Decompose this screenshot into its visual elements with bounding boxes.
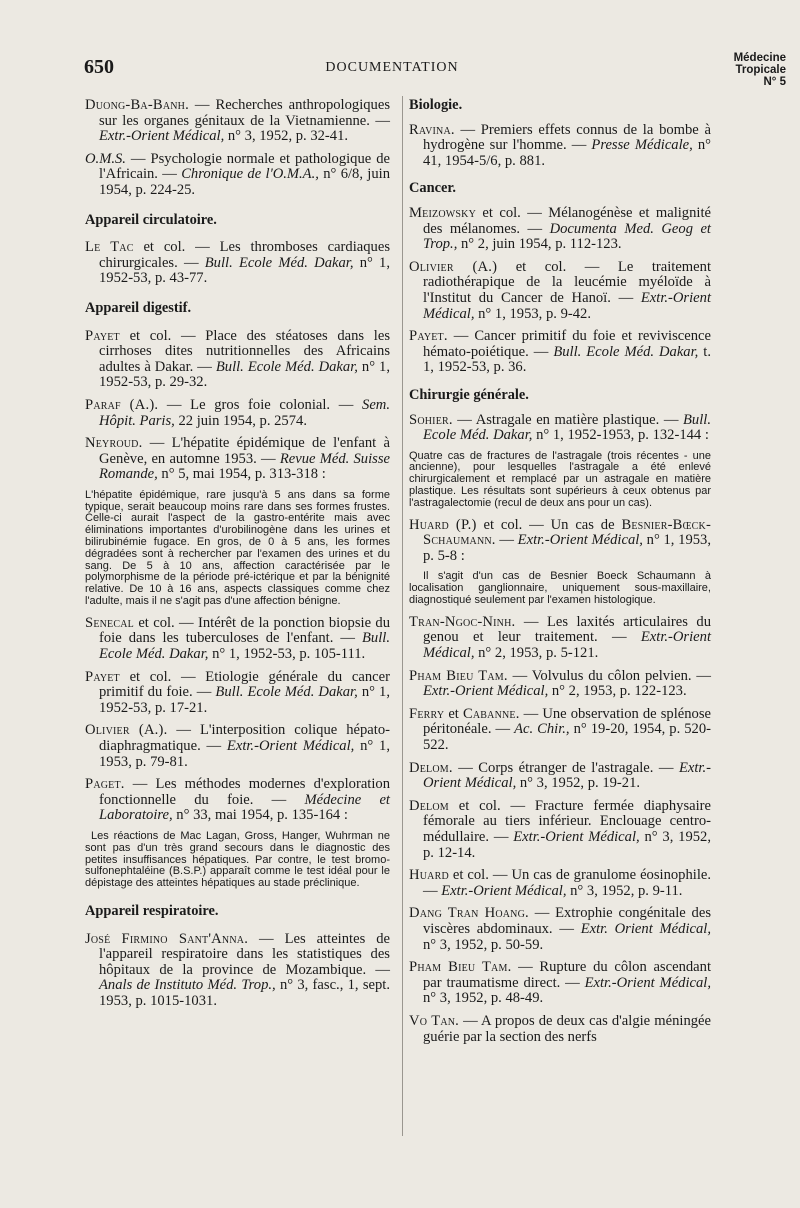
entry-author: Ravina. [409, 121, 455, 138]
entry-author: Sohier. [409, 411, 453, 428]
entry-details: n° 33, mai 1954, p. 135-164 : [172, 807, 348, 824]
journal-mark-line: N° 5 [763, 76, 786, 88]
entry-details: n° 3, 1952, p. 12-14. [423, 828, 711, 861]
entry-details: n° 41, 1954-5/6, p. 881. [423, 137, 711, 169]
journal-mark-line: Médecine [733, 52, 786, 64]
entry-author: Paget. [85, 776, 125, 793]
entry-title: et col. — Un cas de [476, 516, 622, 533]
entry-details: n° 5, mai 1954, p. 313-318 : [157, 466, 326, 483]
entry-title: — Le gros foie colonial. — [158, 396, 363, 413]
entry-details: n° 3, 1952, p. 19-21. [516, 775, 641, 792]
entry-author: Tran-Ngoc-Ninh. [409, 613, 516, 630]
entry-author: Meizowsky [409, 204, 476, 221]
entry-source: Extr.-Orient Médical, [584, 974, 711, 991]
entry-title: et col. — Un cas de granulome éosinophile. — [423, 867, 711, 899]
bibliography-entry [409, 761, 711, 792]
entry-abstract: Quatre cas de fractures de l'astragale (trois récentes - une ancienne), pour lesquelles l'astragale a été enlevé chirurgicalement et remplacé par un astragale en matière plastique. Les résultats sont supérieurs à ceux obtenus par l'astragalectomie (recul de deux ans pour un cas). [409, 449, 711, 509]
entry-details: n° 2, 1953, p. 122-123. [548, 683, 687, 700]
entry-author: O.M.S. [85, 150, 126, 167]
entry-details: 22 juin 1954, p. 2574. [174, 412, 307, 429]
entry-source: Extr.-Orient Médical, [441, 882, 567, 899]
bibliography-entry [85, 436, 390, 483]
bibliography-entry [409, 960, 711, 1007]
journal-mark-line: Tropicale [735, 64, 786, 76]
bibliography-entry [85, 98, 390, 145]
bibliography-entry [85, 670, 390, 717]
entry-title: — Recherches anthropologiques sur les organes génitaux de la Vietnamienne. — [99, 97, 390, 129]
entry-title: — L'hépatite épidémique de l'enfant à Genève, en automne 1953. — [99, 435, 390, 467]
entry-source: Médecine et Laboratoire, [99, 791, 390, 824]
entry-source: Anals de Instituto Méd. Trop., [99, 977, 276, 994]
entry-source: Bull. Ecole Méd. Dakar, [423, 411, 711, 444]
bibliography-entry [85, 723, 390, 770]
entry-connector: et [444, 705, 463, 722]
entry-source: Extr.-Orient Médical, [513, 828, 640, 845]
entry-author: Olivier (A.) [409, 258, 498, 275]
entry-source: Bull. Ecole Méd. Dakar, [215, 684, 358, 701]
entry-details: n° 3, 1952, p. 50-59. [423, 936, 544, 953]
entry-author: Vo Tan. [409, 1012, 460, 1029]
entry-source: Extr.-Orient Médical, [517, 532, 643, 549]
bibliography-entry [409, 669, 711, 700]
bibliography-entry [409, 413, 711, 444]
bibliography-entry [409, 329, 711, 376]
entry-details: n° 1, 1952-53, p. 43-77. [99, 254, 390, 287]
entry-details: n° 6/8, juin 1954, p. 224-25. [99, 166, 391, 198]
bibliography-entry [85, 152, 390, 199]
entry-source: Extr.-Orient Médical, [423, 759, 711, 792]
running-head: DOCUMENTATION [325, 60, 459, 75]
bibliography-entry [85, 329, 390, 391]
entry-source: Revue Méd. Suisse Romande, [99, 450, 390, 483]
entry-title: — Les laxités articulaires du genou et leur traitement. — [423, 613, 711, 646]
entry-author: Le Tac [85, 239, 134, 256]
bibliography-entry [409, 518, 711, 565]
bibliography-entry [409, 260, 711, 322]
entry-source: Bull. Ecole Méd. Dakar, [204, 254, 354, 271]
section-heading: Appareil digestif. [85, 299, 192, 316]
entry-title: — L'interposition colique hépato-diaphragmatique. — [99, 722, 390, 754]
entry-coauthor: Cabanne. [462, 705, 520, 722]
right-column [409, 98, 711, 1052]
entry-author: José Firmino Sant'Anna. [85, 930, 249, 947]
entry-source: Chronique de l'O.M.A., [181, 166, 319, 183]
entry-title: — Extrophie congénitale des viscères abdominaux. — [423, 905, 711, 937]
entry-eponym: Besnier-Bœck-Schaumann. [423, 516, 712, 549]
entry-abstract: Les réactions de Mac Lagan, Gross, Hanger, Wuhrman ne sont pas d'un très grand secours dans le diagnostic des petites insuffisances hépatiques. Par contre, le test bromo-sulfonephtaléine (B.S.P.) apparaît comme le test idéal pour le dépistage des atteintes hépatiques au stade préclinique. [85, 829, 390, 890]
entry-source: Extr.-Orient Médical, [423, 683, 549, 700]
bibliography-entry [85, 398, 390, 429]
entry-details: n° 3, fasc., 1, sept. 1953, p. 1015-1031. [99, 977, 390, 1009]
section-heading: Appareil circulatoire. [85, 211, 217, 228]
entry-source: Bull. Ecole Méd. Dakar, [553, 343, 699, 360]
bibliography-entry [409, 1014, 711, 1045]
section-heading: Chirurgie générale. [409, 386, 529, 403]
entry-details: n° 1, 1953, p. 9-42. [474, 305, 591, 322]
entry-title: — Les atteintes de l'appareil respiratoire dans les statistiques des hôpitaux de la province de Mozambique. — [99, 930, 390, 978]
entry-title: et col. — Le traitement radiothérapique de la leucémie myéloïde à l'Institut du Cancer de Hanoï. — [423, 258, 711, 306]
bibliography-entry [409, 123, 711, 170]
bibliography-entry [85, 240, 390, 287]
entry-source: Extr.-Orient Médical, [423, 629, 711, 662]
entry-title: et col. — Fracture fermée diaphysaire fémorale au tiers inférieur. Enclouage centro-médullaire. — [423, 797, 711, 845]
entry-title: — Une observation de splénose péritonéale. — [423, 705, 711, 738]
bibliography-entry [85, 932, 390, 1010]
entry-details: t. 1, 1952-53, p. 36. [423, 343, 711, 376]
entry-author: Dang Tran Hoang. [409, 905, 529, 922]
bibliography-entry [409, 906, 711, 953]
entry-title: et col. — Intérêt de la ponction biopsie du foie dans les tuberculoses de l'enfant. — [99, 614, 390, 647]
entry-details: n° 2, juin 1954, p. 112-123. [457, 236, 622, 253]
page-number: 650 [84, 56, 114, 78]
entry-details: n° 19-20, 1954, p. 520-522. [423, 721, 711, 753]
entry-details: n° 3, 1952, p. 9-11. [566, 882, 683, 899]
entry-author: Neyroud. [85, 435, 143, 452]
entry-author: Senecal [85, 614, 134, 631]
entry-title: — Astragale en matière plastique. — [452, 411, 684, 428]
entry-author: Payet [85, 327, 120, 344]
entry-title: — Psychologie normale et pathologique de l'Africain. — [99, 150, 390, 183]
entry-source: Presse Médicale, [591, 137, 693, 154]
entry-title: — Rupture du côlon ascendant par traumatisme direct. — [423, 959, 711, 991]
entry-author: Pham Bieu Tam. [409, 959, 512, 976]
entry-details: n° 2, 1953, p. 5-121. [474, 645, 599, 662]
entry-source: Bull. Ecole Méd. Dakar, [215, 358, 358, 375]
bibliography-entry [409, 206, 711, 253]
section-heading: Biologie. [409, 97, 463, 113]
entry-author: Delom [409, 797, 449, 814]
section-heading: Appareil respiratoire. [85, 902, 219, 919]
bibliography-entry [85, 777, 390, 824]
entry-title: — Les méthodes modernes d'exploration fonctionnelle du foie. — [99, 776, 390, 808]
entry-details: n° 1, 1952-1953, p. 132-144 : [532, 427, 709, 444]
entry-details: n° 1, 1952-53, p. 17-21. [99, 684, 390, 716]
entry-source: Extr.-Orient Médical, [99, 128, 225, 145]
bibliography-entry [409, 615, 711, 662]
entry-source: Extr.-Orient Médical, [423, 289, 711, 322]
entry-details: n° 1, 1952-53, p. 105-111. [208, 646, 366, 663]
entry-title: — Corps étranger de l'astragale. — [452, 759, 679, 776]
entry-source: Extr. Orient Médical, [580, 920, 711, 937]
entry-details: n° 3, 1952, p. 48-49. [423, 990, 544, 1007]
entry-abstract: Il s'agit d'un cas de Besnier Boeck Schaumann à localisation ganglionnaire, uniquement sous-maxillaire, diagnostiqué seulement par l'examen histologique. [409, 570, 711, 607]
entry-source: Extr.-Orient Médical, [226, 738, 355, 754]
entry-title: et col. — Etiologie générale du cancer primitif du foie. — [99, 668, 390, 701]
section-heading: Cancer. [409, 180, 457, 197]
entry-title: — Premiers effets connus de la bombe à hydrogène sur l'homme. — [423, 121, 711, 154]
bibliography-entry [409, 707, 711, 754]
bibliography-entry [409, 868, 711, 899]
entry-title: et col. — Place des stéatoses dans les cirrhoses dites nutritionnelles des Africains adultes à Dakar. — [99, 327, 390, 375]
entry-title: — Volvulus du côlon pelvien. — [507, 667, 711, 684]
entry-details: n° 1, 1953, p. 5-8 : [423, 532, 711, 564]
entry-details: n° 1, 1952-53, p. 29-32. [99, 358, 390, 391]
bibliography-entry [409, 799, 711, 861]
entry-separator: — [495, 532, 518, 549]
entry-author: Huard [409, 867, 449, 884]
entry-source: Sem. Hôpit. Paris, [99, 396, 390, 429]
entry-source: Bull. Ecole Méd. Dakar, [99, 630, 390, 663]
entry-author: Huard (P.) [409, 516, 477, 533]
entry-title: et col. — Les thromboses cardiaques chirurgicales. — [99, 239, 390, 271]
entry-source: Documenta Med. Geog et Trop., [423, 220, 711, 253]
journal-issue-mark [734, 52, 786, 88]
entry-author: Olivier (A.). [85, 722, 168, 739]
entry-title: — A propos de deux cas d'algie méningée guérie par la section des nerfs [423, 1012, 711, 1045]
entry-author: Paraf (A.). [85, 396, 159, 413]
entry-author: Duong-Ba-Banh. [85, 97, 189, 113]
entry-author: Ferry [409, 705, 445, 722]
page-header [0, 0, 800, 100]
entry-source: Ac. Chir., [514, 721, 570, 738]
entry-author: Delom. [409, 759, 453, 776]
bibliography-entry [85, 616, 390, 663]
column-divider [402, 96, 403, 1136]
entry-title: — Cancer primitif du foie et reviviscence hémato-poiétique. — [423, 328, 711, 360]
entry-details: n° 1, 1953, p. 79-81. [99, 738, 390, 770]
entry-abstract: L'hépatite épidémique, rare jusqu'à 5 ans dans sa forme typique, serait beaucoup moins rare dans ses formes frustes. Celle-ci aurait l'aspect de la gastro-entérite mais avec éliminations importantes d'urobilinogène dans les urines et bilirubinémie fugace. En gros, de 0 à 5 ans, les formes dégradées sont à rechercher par l'examen des urines et du sang. De 5 à 10 ans, affection caractérisée par le polymorphisme de la période pré-ictérique et par la bénignité relative. De 10 à 16 ans, aspects classiques comme chez l'adulte, mais il ne s'agit pas d'une affection bénigne. [85, 488, 390, 608]
entry-details: n° 3, 1952, p. 32-41. [224, 128, 349, 145]
entry-author: Payet [85, 668, 120, 685]
left-column [85, 98, 390, 1017]
entry-author: Pham Bieu Tam. [409, 667, 508, 684]
entry-title: et col. — Mélanogénèse et malignité des mélanomes. — [423, 204, 711, 237]
entry-author: Payet. [409, 328, 448, 345]
